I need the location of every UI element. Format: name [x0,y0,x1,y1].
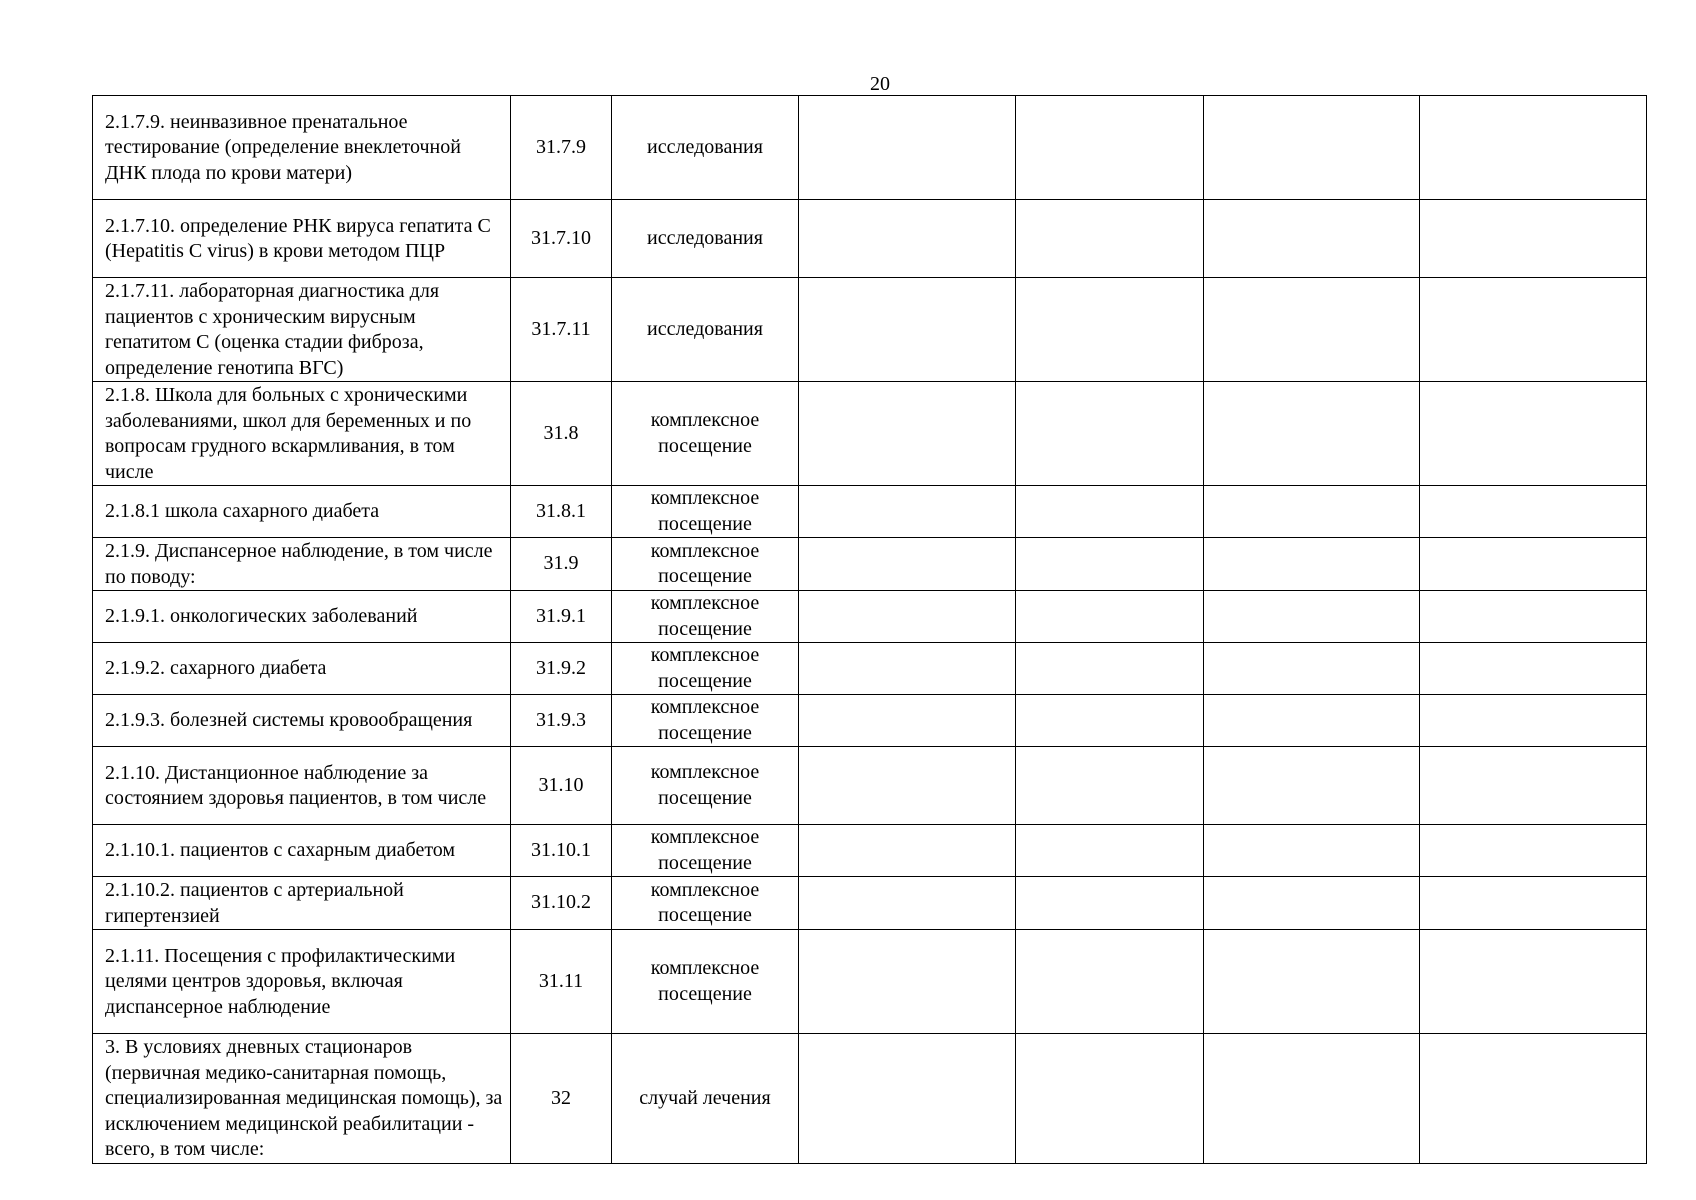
value-cell [1420,747,1647,825]
row-name: 2.1.10.2. пациентов с артериальной гипертензией [93,877,511,930]
value-cell [1420,591,1647,643]
row-code: 31.8 [511,382,612,486]
value-cell [1016,1034,1204,1164]
row-code: 31.7.10 [511,200,612,278]
row-unit: комплексное посещение [612,486,799,538]
table-row [93,591,1647,643]
value-cell [1016,486,1204,538]
table-row [93,486,1647,538]
value-cell [1420,538,1647,591]
table-row [93,200,1647,278]
row-unit: исследования [612,200,799,278]
value-cell [1204,278,1420,382]
value-cell [1016,96,1204,200]
value-cell [1204,930,1420,1034]
row-name: 2.1.7.9. неинвазивное пренатальное тестирование (определение внеклеточной ДНК плода по крови матери) [93,96,511,200]
value-cell [799,591,1016,643]
row-unit: исследования [612,96,799,200]
value-cell [1420,382,1647,486]
row-unit: комплексное посещение [612,538,799,591]
value-cell [1016,930,1204,1034]
row-unit: комплексное посещение [612,825,799,877]
value-cell [1204,591,1420,643]
value-cell [1204,825,1420,877]
value-cell [799,1034,1016,1164]
row-name: 2.1.9.3. болезней системы кровообращения [93,695,511,747]
value-cell [1204,1034,1420,1164]
row-code: 31.7.11 [511,278,612,382]
table-row [93,1034,1647,1164]
row-name: 2.1.10.1. пациентов с сахарным диабетом [93,825,511,877]
table-row [93,695,1647,747]
row-unit: комплексное посещение [612,591,799,643]
value-cell [1204,96,1420,200]
table-row [93,825,1647,877]
page-number: 20 [870,73,890,95]
value-cell [1420,825,1647,877]
value-cell [1420,200,1647,278]
value-cell [1420,1034,1647,1164]
value-cell [1420,930,1647,1034]
table-row [93,278,1647,382]
row-unit: комплексное посещение [612,747,799,825]
row-code: 31.10 [511,747,612,825]
row-name: 2.1.11. Посещения с профилактическими целями центров здоровья, включая диспансерное наблюдение [93,930,511,1034]
value-cell [1420,695,1647,747]
value-cell [1420,278,1647,382]
row-unit: комплексное посещение [612,382,799,486]
value-cell [1420,486,1647,538]
value-cell [1016,591,1204,643]
row-code: 31.9 [511,538,612,591]
row-code: 31.8.1 [511,486,612,538]
value-cell [799,96,1016,200]
value-cell [1420,96,1647,200]
value-cell [799,200,1016,278]
value-cell [1204,643,1420,695]
row-unit: комплексное посещение [612,930,799,1034]
value-cell [1016,747,1204,825]
value-cell [799,695,1016,747]
value-cell [799,877,1016,930]
value-cell [799,278,1016,382]
value-cell [1016,695,1204,747]
row-unit: комплексное посещение [612,695,799,747]
value-cell [1204,747,1420,825]
row-code: 31.7.9 [511,96,612,200]
value-cell [799,643,1016,695]
row-code: 32 [511,1034,612,1164]
value-cell [1204,695,1420,747]
row-code: 31.10.2 [511,877,612,930]
row-name: 2.1.7.10. определение РНК вируса гепатита С (Hepatitis C virus) в крови методом ПЦР [93,200,511,278]
value-cell [1204,486,1420,538]
row-name: 2.1.8.1 школа сахарного диабета [93,486,511,538]
row-name: 2.1.7.11. лабораторная диагностика для пациентов с хроническим вирусным гепатитом С (оценка стадии фиброза, определение генотипа ВГС) [93,278,511,382]
value-cell [1016,538,1204,591]
value-cell [1016,643,1204,695]
value-cell [1204,877,1420,930]
row-unit: комплексное посещение [612,877,799,930]
value-cell [1016,382,1204,486]
table-row [93,877,1647,930]
row-name: 2.1.9.1. онкологических заболеваний [93,591,511,643]
value-cell [799,930,1016,1034]
value-cell [1420,877,1647,930]
value-cell [1016,877,1204,930]
row-name: 2.1.8. Школа для больных с хроническими заболеваниями, школ для беременных и по вопросам грудного вскармливания, в том числе [93,382,511,486]
indicator-table [92,95,1647,1164]
row-name: 3. В условиях дневных стационаров (первичная медико-санитарная помощь, специализированная медицинская помощь), за исключением медицинской реабилитации - всего, в том числе: [93,1034,511,1164]
row-code: 31.11 [511,930,612,1034]
value-cell [799,825,1016,877]
table-row [93,538,1647,591]
row-unit: исследования [612,278,799,382]
value-cell [1016,200,1204,278]
row-unit: комплексное посещение [612,643,799,695]
value-cell [799,747,1016,825]
value-cell [1016,278,1204,382]
row-code: 31.9.1 [511,591,612,643]
value-cell [1420,643,1647,695]
row-name: 2.1.9.2. сахарного диабета [93,643,511,695]
value-cell [1204,382,1420,486]
value-cell [799,486,1016,538]
table-row [93,96,1647,200]
table-row [93,382,1647,486]
value-cell [1204,538,1420,591]
table-row [93,930,1647,1034]
row-code: 31.9.3 [511,695,612,747]
row-code: 31.10.1 [511,825,612,877]
value-cell [1204,200,1420,278]
value-cell [799,382,1016,486]
value-cell [1016,825,1204,877]
row-name: 2.1.9. Диспансерное наблюдение, в том числе по поводу: [93,538,511,591]
row-name: 2.1.10. Дистанционное наблюдение за состоянием здоровья пациентов, в том числе [93,747,511,825]
row-code: 31.9.2 [511,643,612,695]
value-cell [799,538,1016,591]
table-row [93,643,1647,695]
row-unit: случай лечения [612,1034,799,1164]
table-row [93,747,1647,825]
